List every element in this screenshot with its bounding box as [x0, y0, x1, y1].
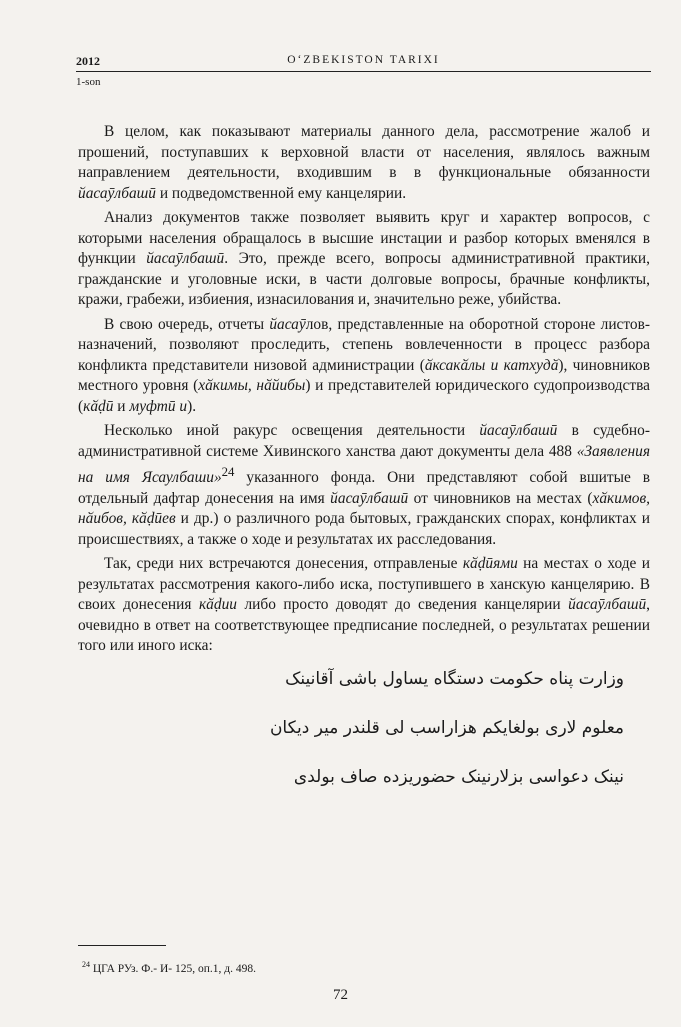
journal-title: O‘ZBEKISTON TARIXI [287, 54, 440, 66]
footnote-ref: 24 [221, 465, 235, 479]
arabic-line-3: نینک دعواسی بزلارنینک حضوریزده صاف بولدی [293, 767, 624, 788]
article-body [78, 122, 650, 792]
paragraph-1: В целом, как показывают материалы данного дела, рассмотрение жалоб и прошений, поступавших к верховной власти от населения, являлось важным направлением деятельности, входившим в в функциональные обязанности йасаӯлбашӣ и подведомственной ему канцелярии. [78, 123, 650, 202]
paragraph-2: Анализ документов также позволяет выявить круг и характер вопросов, с которыми населения обращалось в высшие инстации и разбор которых вменялся в функции йасаӯлбашӣ. Это, прежде всего, вопросы административной практики, гражданские и уголовные иски, в части долговые вопросы, брачные конфликты, кражи, грабежи, избиения, изнасилования и, значительно реже, убийства. [78, 209, 650, 308]
running-header [76, 54, 651, 72]
arabic-line-2: معلوم لاری بولغایکم هزاراسب لی قلندر میر دیکان [269, 718, 624, 739]
paragraph-4: Несколько иной ракурс освещения деятельности йасаӯлбашӣ в судебно- административной системе Хивинского ханства дают документы дела 488 «Заявления на имя Ясаулбаши»$^{24}$ указанного фонда. Они представляют собой вшитые в отдельный дафтар донесения на имя йасаӯлбашӣ от чиновников на местах (хӑкимов, нӑибов, кӑḍӣев и др.) о различного рода бытовых, гражданских спорах, конфликтах и происшествиях, а также о ходе и результатах их расследования. [78, 422, 651, 548]
issue-number: 1-son [76, 76, 101, 88]
footnote-text: ЦГА РУз. Ф.- И- 125, оп.1, д. 498. [92, 962, 256, 975]
paragraph-5: Так, среди них встречаются донесения, отправленые кӑḍӣями на местах о ходе и результатах рассмотрения какого-либо иска, поступившего в ханскую канцелярию. В своих донесения кӑḍии либо просто доводят до сведения канцелярии йасаӯлбашӣ, очевидно в ответ на соответствующее предписание последней, о результатах решении того или иного иска: [78, 555, 650, 655]
header-rule [76, 71, 651, 72]
footnote-rule [78, 945, 166, 946]
footnote [82, 960, 256, 975]
arabic-quote [78, 669, 650, 788]
footnote-number: 24 [82, 960, 90, 969]
arabic-line-1: وزارت پناه حکومت دستگاه یساول باشی آقانینک [285, 668, 624, 689]
page-number: 72 [333, 987, 348, 1003]
paragraph-3: В свою очередь, отчеты йасаӯлов, представленные на оборотной стороне листов- назначений, позволяют проследить, степень вовлеченности в процесс разбора конфликта представители низовой администрации (ӑксакӑлы и катхудӑ), чиновников местного уровня (хӑкимы, нӑйибы) и представителей юридического судопроизводства (кӑḍӣ и муфтӣ и). [78, 315, 651, 415]
header-year: 2012 [76, 54, 100, 68]
